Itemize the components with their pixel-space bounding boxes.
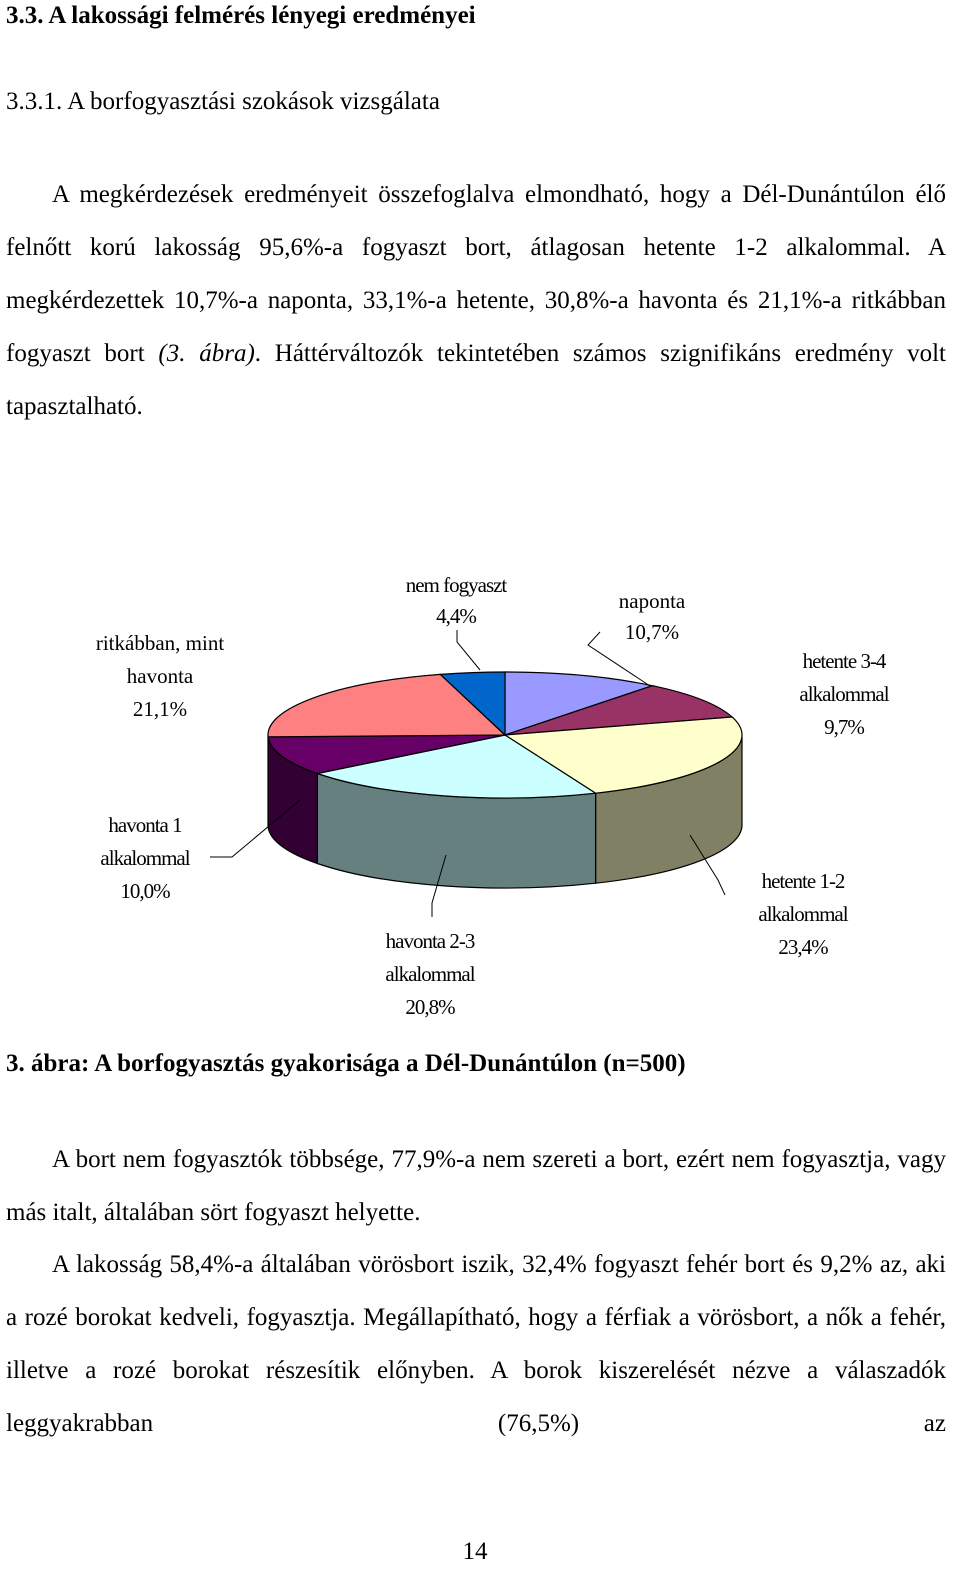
slice-label-naponta [619,589,686,644]
slice-label-nem-fogyaszt [406,573,508,628]
slice-label-havonta-2-3 [385,929,475,1019]
slice-label-line: 10,7% [624,620,680,644]
intro-paragraph [6,168,946,433]
slice-label-line: alkalommal [100,846,190,870]
slice-label-havonta-1 [100,813,190,903]
slice-label-line: hetente 3-4 [802,649,886,673]
slice-label-hetente-3-4 [799,649,889,739]
slice-label-line: havonta 1 [108,813,182,837]
intro-text-end: . Háttérváltozók tekintetében számos szignifikáns eredmény volt tapasztalható. [6,340,946,420]
slice-label-line: 20,8% [405,995,455,1019]
slice-label-line: alkalommal [385,962,475,986]
slice-label-line: havonta 2-3 [385,929,475,953]
slice-label-line: 23,4% [778,935,828,959]
slice-label-line: 21,1% [132,697,188,721]
subsection-heading: 3.3.1. A borfogyasztási szokások vizsgálata [6,88,440,115]
slice-label-hetente-1-2 [758,869,848,959]
slice-label-line: naponta [618,589,686,613]
intro-text: A megkérdezések eredményeit összefoglalva elmondható, hogy a Dél-Dunántúlon élő felnőtt korú lakosság 95,6%-a fogyaszt bort, átlagosan hetente 1-2 alkalommal. A megkérdezettek 10,7%-a naponta, 33,1%-a hetente, 30,8%-a havonta és 21,1%-a ritkábban fogyaszt bort [6,181,946,367]
figure-caption: 3. ábra: A borfogyasztás gyakorisága a Dél-Dunántúlon (n=500) [6,1050,686,1077]
slice-label-line: 4,4% [436,604,476,628]
section-heading: 3.3. A lakossági felmérés lényegi eredményei [6,2,476,29]
slice-label-line: havonta [126,664,194,688]
slice-label-line: alkalommal [799,682,889,706]
body-paragraph-2: A bort nem fogyasztók többsége, 77,9%-a nem szereti a bort, ezért nem fogyasztja, vagy más italt, általában sört fogyaszt helyette. [6,1146,946,1226]
pie-chart [0,560,960,1030]
slice-label-line: alkalommal [758,902,848,926]
slice-label-line: 9,7% [824,715,864,739]
leader-nem-fogyaszt [457,630,480,670]
pie-slices [268,672,742,798]
slice-label-line: nem fogyaszt [405,573,507,597]
slice-label-line: hetente 1-2 [761,869,845,893]
slice-label-ritk-bban-mint [96,631,224,721]
body-paragraph-3: A lakosság 58,4%-a általában vörösbort iszik, 32,4% fogyaszt fehér bort és 9,2% az, aki a rozé borokat kedveli, fogyasztja. Megállapítható, hogy a férfiak a vörösbort, a nők a fehér, illetve a rozé borokat részesítik előnyben. A borok kiszerelését nézve a válaszadók leggyakrabban (76,5%) az [6,1251,946,1437]
page-number: 14 [462,1538,488,1565]
slice-label-line: 10,0% [120,879,170,903]
figure-reference: (3. ábra) [158,340,255,367]
slice-label-line: ritkábban, mint [95,631,225,655]
